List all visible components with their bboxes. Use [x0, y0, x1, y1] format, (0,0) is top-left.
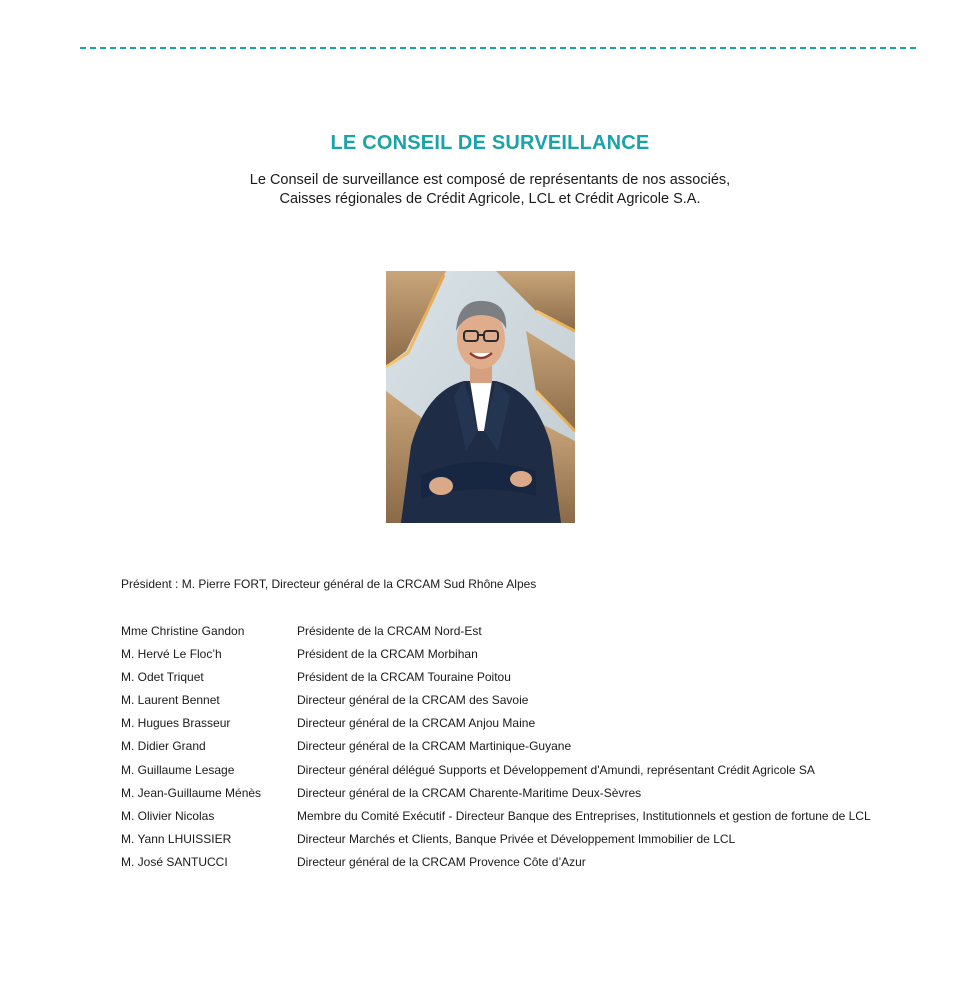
- members-table: [121, 624, 921, 878]
- table-row: [121, 739, 921, 762]
- table-row: [121, 763, 921, 786]
- member-name: M. Didier Grand: [121, 739, 206, 754]
- intro-line-1: Le Conseil de surveillance est composé de représentants de nos associés,: [249, 172, 731, 188]
- member-name: M. Odet Triquet: [121, 670, 204, 685]
- member-name: M. José SANTUCCI: [121, 854, 228, 869]
- table-row: [121, 855, 921, 878]
- member-name: M. Hervé Le Floc’h: [121, 647, 222, 662]
- member-role: Directeur général de la CRCAM Anjou Maine: [297, 716, 536, 731]
- table-row: [121, 809, 921, 832]
- table-row: [121, 647, 921, 670]
- member-role: Directeur général de la CRCAM Martinique-Guyane: [297, 739, 572, 754]
- member-role: Directeur général délégué Supports et Développement d'Amundi, représentant Crédit Agricole SA: [297, 762, 815, 777]
- president-portrait: [386, 271, 575, 523]
- table-row: [121, 670, 921, 693]
- member-role: Président de la CRCAM Morbihan: [297, 647, 478, 662]
- member-role: Membre du Comité Exécutif - Directeur Banque des Entreprises, Institutionnels et gestion de fortune de LCL: [297, 808, 871, 823]
- member-name: M. Laurent Bennet: [121, 693, 220, 708]
- member-role: Directeur général de la CRCAM Provence Côte d’Azur: [297, 854, 586, 869]
- table-row: [121, 716, 921, 739]
- member-name: M. Hugues Brasseur: [121, 716, 231, 731]
- table-row: [121, 786, 921, 809]
- president-line: Président : M. Pierre FORT, Directeur général de la CRCAM Sud Rhône Alpes: [121, 577, 537, 591]
- page-title: LE CONSEIL DE SURVEILLANCE: [330, 132, 650, 154]
- member-role: Directeur général de la CRCAM Charente-Maritime Deux-Sèvres: [297, 785, 642, 800]
- intro-text: [0, 171, 980, 209]
- member-role: Président de la CRCAM Touraine Poitou: [297, 670, 511, 685]
- table-row: [121, 693, 921, 716]
- member-role: Présidente de la CRCAM Nord-Est: [297, 624, 482, 638]
- member-name: M. Guillaume Lesage: [121, 762, 235, 777]
- table-row: [121, 832, 921, 855]
- member-name: M. Olivier Nicolas: [121, 808, 215, 823]
- portrait-photo-icon: [386, 271, 575, 523]
- intro-line-2: Caisses régionales de Crédit Agricole, LCL et Crédit Agricole S.A.: [279, 191, 701, 207]
- table-row: [121, 624, 921, 647]
- member-name: Mme Christine Gandon: [121, 624, 245, 638]
- member-role: Directeur général de la CRCAM des Savoie: [297, 693, 529, 708]
- member-role: Directeur Marchés et Clients, Banque Privée et Développement Immobilier de LCL: [297, 831, 736, 846]
- member-name: M. Yann LHUISSIER: [121, 831, 232, 846]
- member-name: M. Jean-Guillaume Ménès: [121, 785, 262, 800]
- dashed-divider: [80, 47, 916, 49]
